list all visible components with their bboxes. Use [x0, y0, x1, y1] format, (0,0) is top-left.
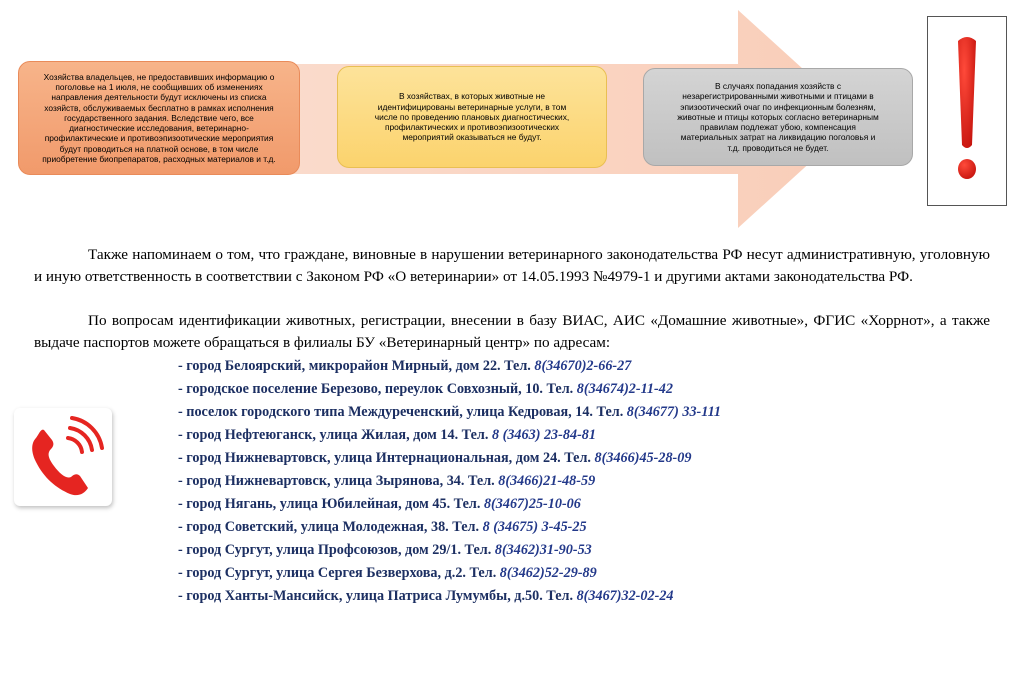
- list-item: [178, 493, 978, 516]
- address-text: - город Сургут, улица Сергея Безверхова, д.2. Тел.: [178, 565, 500, 581]
- list-item: [178, 470, 978, 493]
- phone-number: 8(3462)52-29-89: [499, 565, 597, 581]
- phone-number: 8 (34675) 3-45-25: [482, 519, 587, 535]
- flow-box-no-compensation: В случаях попадания хозяйств с незарегистрированными животными и птицами в эпизоотический очаг по инфекционным болезням, животные и птицы которых согласно ветеринарным правилам подлежат убою, компенсация материальных затрат на ликвидацию поголовья и т.д. проводиться не будет.: [643, 68, 913, 166]
- phone-number: 8(3466)45-28-09: [594, 450, 692, 466]
- address-text: - городское поселение Березово, переулок Совхозный, 10. Тел.: [178, 381, 577, 397]
- phone-icon: [14, 408, 112, 506]
- list-item: [178, 378, 978, 401]
- address-text: - город Белоярский, микрорайон Мирный, дом 22. Тел.: [178, 358, 535, 374]
- phone-number: 8(3467)32-02-24: [576, 588, 674, 604]
- list-item: [178, 447, 978, 470]
- address-text: - поселок городского типа Междуреченский, улица Кедровая, 14. Тел.: [178, 404, 627, 420]
- flow-box-no-services: В хозяйствах, в которых животные не идентифицированы ветеринарные услуги, в том числе по проведению плановых диагностических, профилактических и противоэпизоотических мероприятий оказываться не будут.: [337, 66, 607, 168]
- phone-number: 8(34674)2-11-42: [576, 381, 673, 397]
- address-text: - город Нижневартовск, улица Интернациональная, дом 24. Тел.: [178, 450, 595, 466]
- exclamation-icon: [928, 17, 1006, 205]
- list-item: [178, 401, 978, 424]
- list-item: [178, 516, 978, 539]
- phone-number: 8(3466)21-48-59: [498, 473, 596, 489]
- exclamation-frame: [927, 16, 1007, 206]
- responsibility-paragraph: Также напоминаем о том, что граждане, виновные в нарушении ветеринарного законодательства РФ несут административную, уголовную и иную ответственность в соответствии с Законом РФ «О ветеринарии» от 14.05.1993 №4979-1 и другими актами законодательства РФ.: [34, 246, 990, 285]
- contacts-intro-paragraph: По вопросам идентификации животных, регистрации, внесении в базу ВИАС, АИС «Домашние животные», ФГИС «Хоррнот», а также выдаче паспортов можете обращаться в филиалы БУ «Ветеринарный центр» по адресам:: [34, 312, 990, 351]
- address-text: - город Нижневартовск, улица Зырянова, 34. Тел.: [178, 473, 499, 489]
- list-item: [178, 562, 978, 585]
- phone-number: 8(34670)2-66-27: [534, 358, 632, 374]
- list-item: [178, 424, 978, 447]
- address-text: - город Нефтеюганск, улица Жилая, дом 14. Тел.: [178, 427, 492, 443]
- branch-address-list: [178, 355, 978, 608]
- flow-box-payment-warning: Хозяйства владельцев, не предоставивших информацию о поголовье на 1 июля, не сообщивших об изменениях направления деятельности будут исключены из списка хозяйств, обслуживаемых бесплатно в рамках исполнения государственного задания. Вследствие чего, все диагностические исследования, ветеринарно- профилактические и противоэпизоотические мероприятия будут проводиться на платной основе, в том числе приобретение биопрепаратов, расходных материалов и т.д.: [18, 61, 300, 175]
- phone-number: 8 (3463) 23-84-81: [491, 427, 596, 443]
- phone-number: 8(3467)25-10-06: [483, 496, 581, 512]
- address-text: - город Ханты-Мансийск, улица Патриса Лумумбы, д.50. Тел.: [178, 588, 577, 604]
- phone-card: [14, 408, 112, 506]
- list-item: [178, 355, 978, 378]
- address-text: - город Нягань, улица Юбилейная, дом 45. Тел.: [178, 496, 484, 512]
- phone-number: 8(3462)31-90-53: [494, 542, 592, 558]
- address-text: - город Сургут, улица Профсоюзов, дом 29/1. Тел.: [178, 542, 495, 558]
- list-item: [178, 585, 978, 608]
- phone-number: 8(34677) 33-111: [626, 404, 721, 420]
- list-item: [178, 539, 978, 562]
- address-text: - город Советский, улица Молодежная, 38. Тел.: [178, 519, 483, 535]
